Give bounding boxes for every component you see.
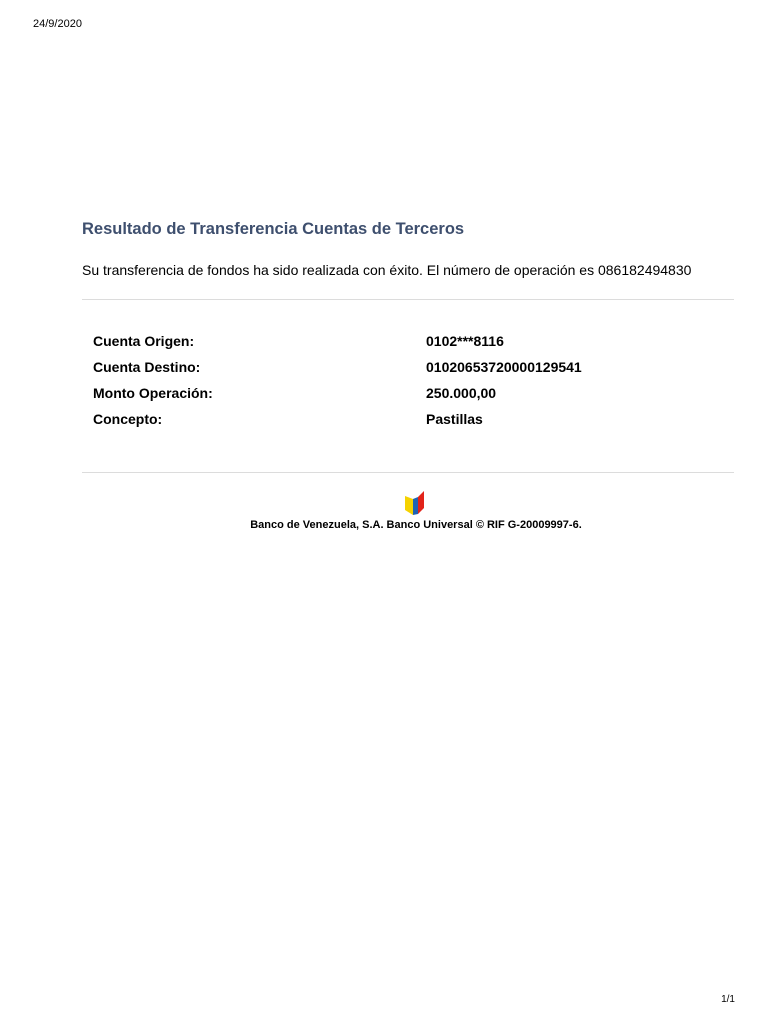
print-date: 24/9/2020 xyxy=(33,18,82,30)
detail-value: 0102***8116 xyxy=(426,333,504,349)
banco-de-venezuela-logo-icon xyxy=(404,490,426,518)
detail-label: Monto Operación: xyxy=(93,385,213,401)
transfer-details xyxy=(93,328,653,432)
detail-row-cuenta-origen xyxy=(93,328,653,354)
detail-value: 01020653720000129541 xyxy=(426,359,582,375)
footer-text: Banco de Venezuela, S.A. Banco Universal © RIF G-20009997-6. xyxy=(250,519,582,531)
logo-blue-facet xyxy=(413,497,418,515)
page-title: Resultado de Transferencia Cuentas de Terceros xyxy=(82,220,465,238)
logo-yellow-facet xyxy=(405,496,413,515)
detail-row-cuenta-destino xyxy=(93,354,653,380)
detail-value: 250.000,00 xyxy=(426,385,497,401)
divider-top xyxy=(82,299,734,300)
detail-label: Cuenta Destino: xyxy=(93,359,201,375)
divider-bottom xyxy=(82,472,734,473)
page-number: 1/1 xyxy=(721,994,735,1005)
detail-value: Pastillas xyxy=(426,411,483,427)
detail-row-concepto xyxy=(93,406,653,432)
detail-label: Concepto: xyxy=(93,411,163,427)
detail-label: Cuenta Origen: xyxy=(93,333,195,349)
detail-row-monto-operacion xyxy=(93,380,653,406)
result-message: Su transferencia de fondos ha sido realizada con éxito. El número de operación es 086182494830 xyxy=(82,262,692,278)
logo-red-facet xyxy=(418,491,424,514)
